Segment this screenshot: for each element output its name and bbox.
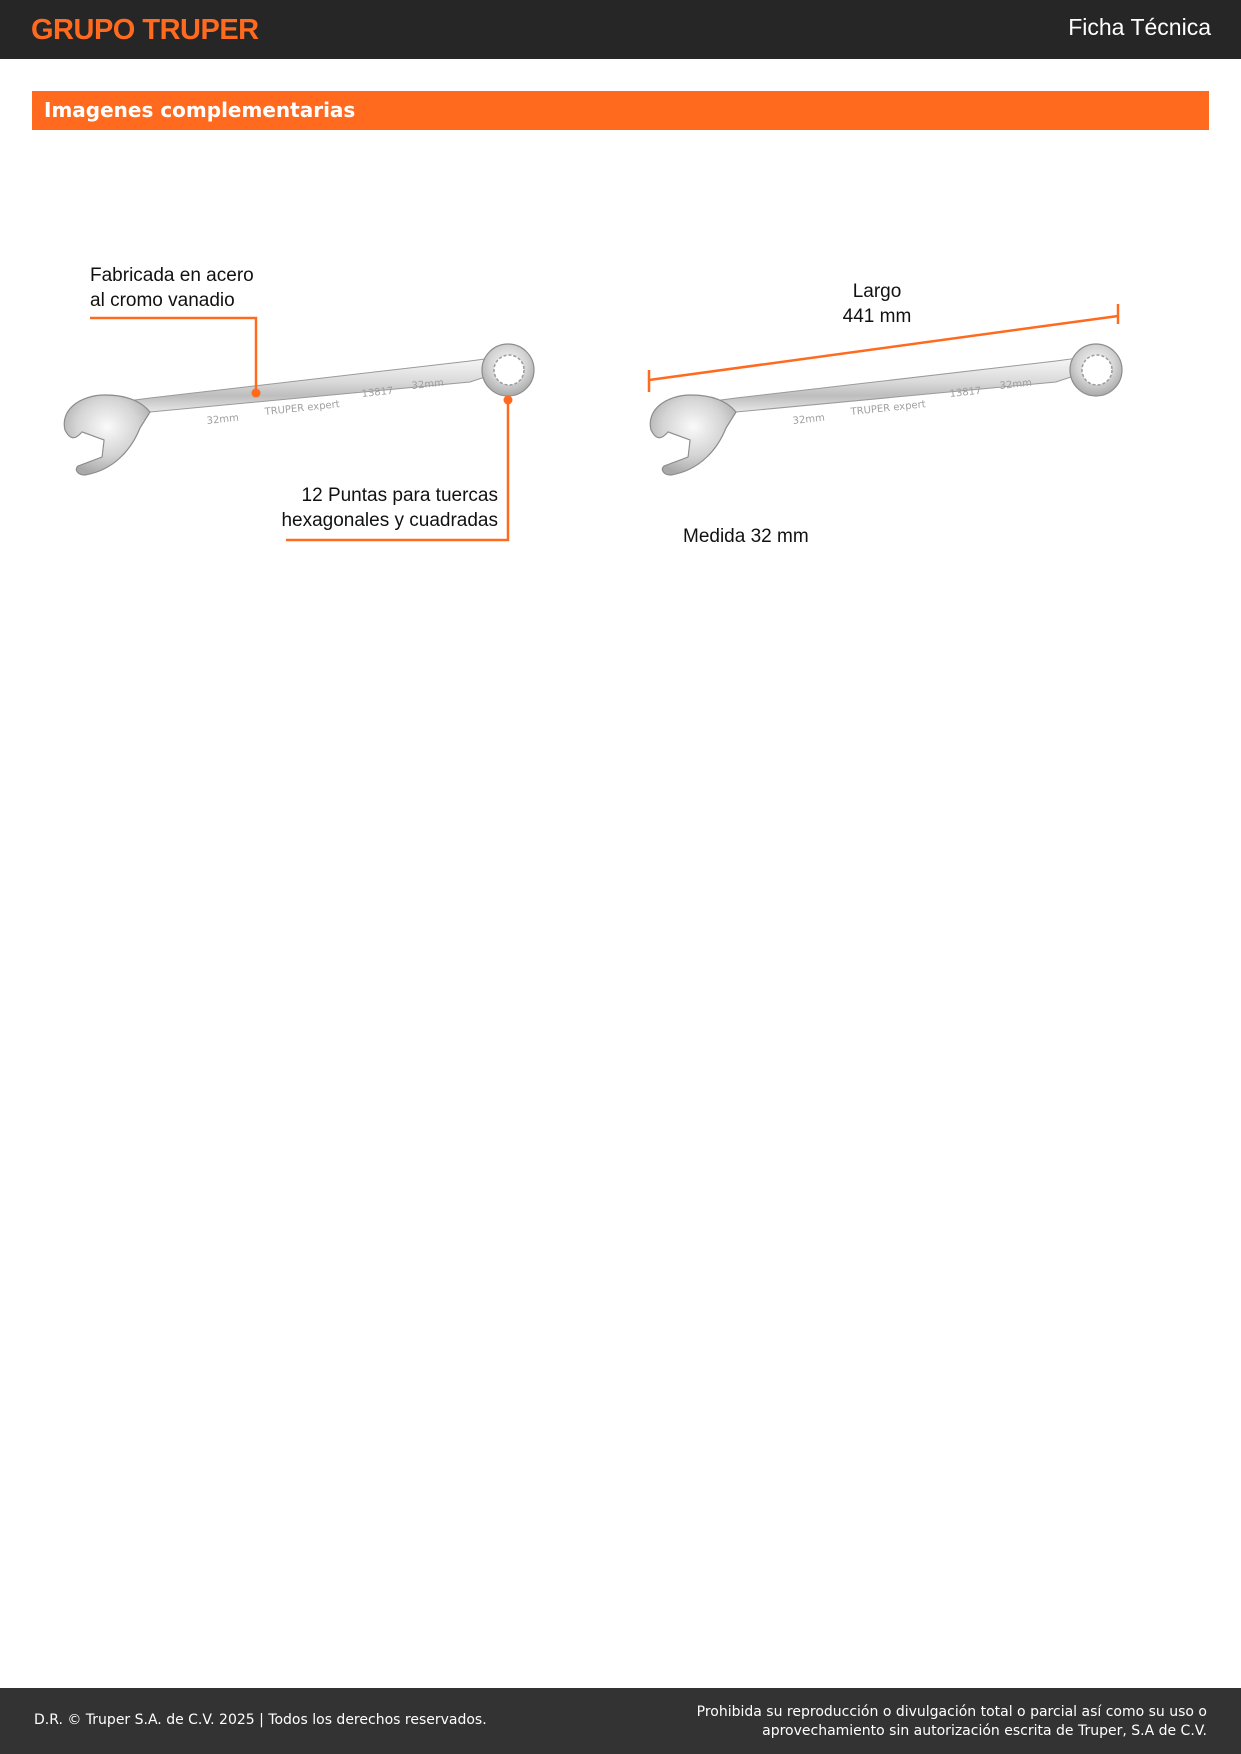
legal-notice xyxy=(697,1703,1207,1741)
engraving-size-2: 32mm xyxy=(999,377,1033,392)
wrench-image-1 xyxy=(64,344,534,475)
material-callout-line-1: Fabricada en acero xyxy=(90,265,254,286)
engraving-size: 32mm xyxy=(206,412,240,427)
wrench-image-2 xyxy=(650,344,1122,475)
engraving-model: 13817 xyxy=(949,385,982,400)
size-callout: Medida 32 mm xyxy=(683,526,809,547)
engraving-brand: TRUPER expert xyxy=(850,399,927,418)
material-callout-line-2: al cromo vanadio xyxy=(90,290,235,311)
section-title: Imagenes complementarias xyxy=(44,98,356,122)
engraving-model: 13817 xyxy=(361,385,394,400)
engraving-size-2: 32mm xyxy=(411,377,445,392)
product-illustrations xyxy=(0,0,1241,700)
engraving-size: 32mm xyxy=(792,412,826,427)
points-callout-line-1: 12 Puntas para tuercas xyxy=(301,485,498,506)
length-callout xyxy=(797,279,957,329)
engraving-brand: TRUPER expert xyxy=(264,399,341,418)
page-footer xyxy=(0,1688,1241,1754)
material-callout xyxy=(90,263,254,313)
brand-logo: GRUPO TRUPER xyxy=(31,14,259,46)
length-label: Largo xyxy=(852,281,902,302)
points-callout-line-2: hexagonales y cuadradas xyxy=(281,510,498,531)
copyright-text: D.R. © Truper S.A. de C.V. 2025 | Todos los derechos reservados. xyxy=(34,1712,487,1728)
legal-notice-line-1: Prohibida su reproducción o divulgación total o parcial así como su uso o xyxy=(696,1704,1207,1720)
document-title: Ficha Técnica xyxy=(1068,14,1211,40)
legal-notice-line-2: aprovechamiento sin autorización escrita de Truper, S.A de C.V. xyxy=(762,1723,1207,1739)
material-callout-leader xyxy=(90,318,261,398)
points-callout xyxy=(250,483,498,533)
length-value: 441 mm xyxy=(842,306,912,327)
